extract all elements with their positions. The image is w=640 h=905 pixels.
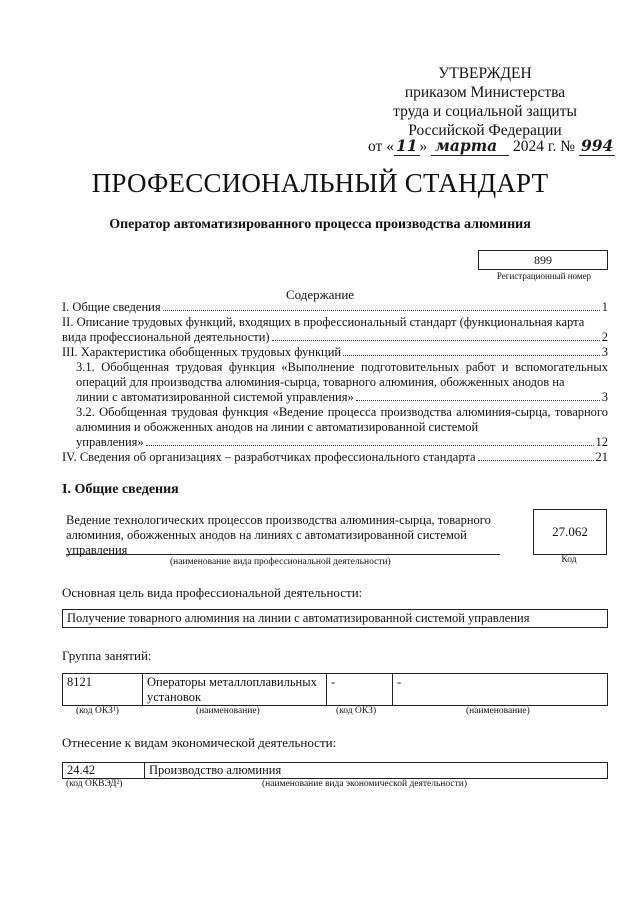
toc-item-3[interactable] <box>62 345 608 360</box>
order-month: марта <box>431 136 509 156</box>
approval-line-3: труда и социальной защиты <box>393 103 577 120</box>
okz-name-caption: (наименование) <box>196 706 260 716</box>
order-prefix: от « <box>368 138 394 155</box>
approval-line-2: приказом Министерства <box>404 84 566 101</box>
toc-item-2[interactable] <box>62 315 608 345</box>
toc-item-1[interactable] <box>62 300 608 315</box>
toc-item-text: II. Описание трудовых функций, входящих в профессиональный стандарт (функциональная карта <box>62 315 585 329</box>
order-line <box>368 136 615 156</box>
order-quote-close: » <box>419 138 428 155</box>
registration-number: 899 <box>478 250 608 270</box>
okved-name-cell: Производство алюминия <box>149 763 282 777</box>
registration-label: Регистрационный номер <box>496 271 592 281</box>
toc-item-4[interactable] <box>62 360 608 405</box>
activity-caption: (наименование вида профессиональной деятельности) <box>170 557 391 567</box>
section-heading: I. Общие сведения <box>62 482 179 497</box>
code-caption: Код <box>561 555 577 565</box>
toc-item-page: 3 <box>601 390 608 404</box>
toc-item-text: III. Характеристика обобщенных трудовых функций <box>62 345 342 359</box>
toc-leader <box>356 400 600 401</box>
toc-item-text: 3.1. Обобщенная трудовая функция «Выполнение подготовительных работ и вспомогательных операций для производства алюминия-сырца, товарного алюминия, обожженных анодов на <box>76 360 608 389</box>
okz-code-caption: (код ОКЗ¹) <box>76 706 119 716</box>
order-number: 994 <box>580 136 614 155</box>
occupation-group-table <box>62 673 608 706</box>
toc-item-6[interactable] <box>62 450 608 465</box>
activity-underline <box>66 554 500 555</box>
toc-item-page: 12 <box>595 435 608 449</box>
toc-leader <box>163 310 600 311</box>
goal-text: Получение товарного алюминия на линии с автоматизированной системой управления <box>67 611 530 625</box>
activity-code: 27.062 <box>533 509 607 555</box>
okz-code-cell: 8121 <box>63 674 143 705</box>
group-label: Группа занятий: <box>62 648 152 663</box>
toc-leader <box>343 355 600 356</box>
toc-item-text-end: линии с автоматизированной системой управления» <box>76 390 354 404</box>
okz-name-cell-2: - <box>397 675 402 689</box>
okved-table <box>62 762 608 779</box>
activity-name: Ведение технологических процессов производства алюминия-сырца, товарного алюминия, обожженных анодов на линиях с автоматизированной системой управления <box>66 513 491 557</box>
table-of-contents <box>62 300 608 465</box>
order-day: 11 <box>395 136 418 155</box>
standard-name: Оператор автоматизированного процесса производства алюминия <box>109 217 531 232</box>
order-year: 2024 г. № <box>513 138 576 155</box>
toc-item-text-end: управления» <box>76 435 144 449</box>
toc-item-5[interactable] <box>62 405 608 450</box>
toc-item-text-end: вида профессиональной деятельности) <box>62 330 270 344</box>
toc-item-text: I. Общие сведения <box>62 300 161 314</box>
toc-title: Содержание <box>285 287 355 302</box>
toc-item-text: IV. Сведения об организациях – разработчиках профессионального стандарта <box>62 450 476 464</box>
okz-code-cell-2: - <box>327 674 393 705</box>
document-title: ПРОФЕССИОНАЛЬНЫЙ СТАНДАРТ <box>91 168 549 198</box>
toc-item-page: 1 <box>601 300 608 314</box>
toc-item-page: 2 <box>601 330 608 344</box>
approval-line-1: УТВЕРЖДЕН <box>438 65 532 82</box>
okz-code-caption-2: (код ОКЗ) <box>336 706 377 716</box>
approval-block <box>360 64 610 140</box>
okved-code-cell: 24.42 <box>63 763 145 778</box>
toc-item-text: 3.2. Обобщенная трудовая функция «Ведение процесса производства алюминия-сырца, товарного алюминия и обожженных анодов на линии с автоматизированной системой <box>76 405 608 434</box>
okz-name-cell: Операторы металлоплавильных установок <box>143 674 327 705</box>
toc-item-page: 21 <box>595 450 608 464</box>
okz-name-caption-2: (наименование) <box>466 706 530 716</box>
goal-label: Основная цель вида профессиональной деятельности: <box>62 585 363 600</box>
approval-line-4: Российской Федерации <box>408 122 562 139</box>
toc-leader <box>272 340 600 341</box>
okved-code-caption: (код ОКВЭД²) <box>66 779 123 789</box>
okved-name-caption: (наименование вида экономической деятельности) <box>262 779 467 789</box>
toc-leader <box>478 460 594 461</box>
toc-leader <box>146 445 594 446</box>
toc-item-page: 3 <box>601 345 608 359</box>
okved-label: Отнесение к видам экономической деятельности: <box>62 735 337 750</box>
goal-box <box>62 609 608 628</box>
